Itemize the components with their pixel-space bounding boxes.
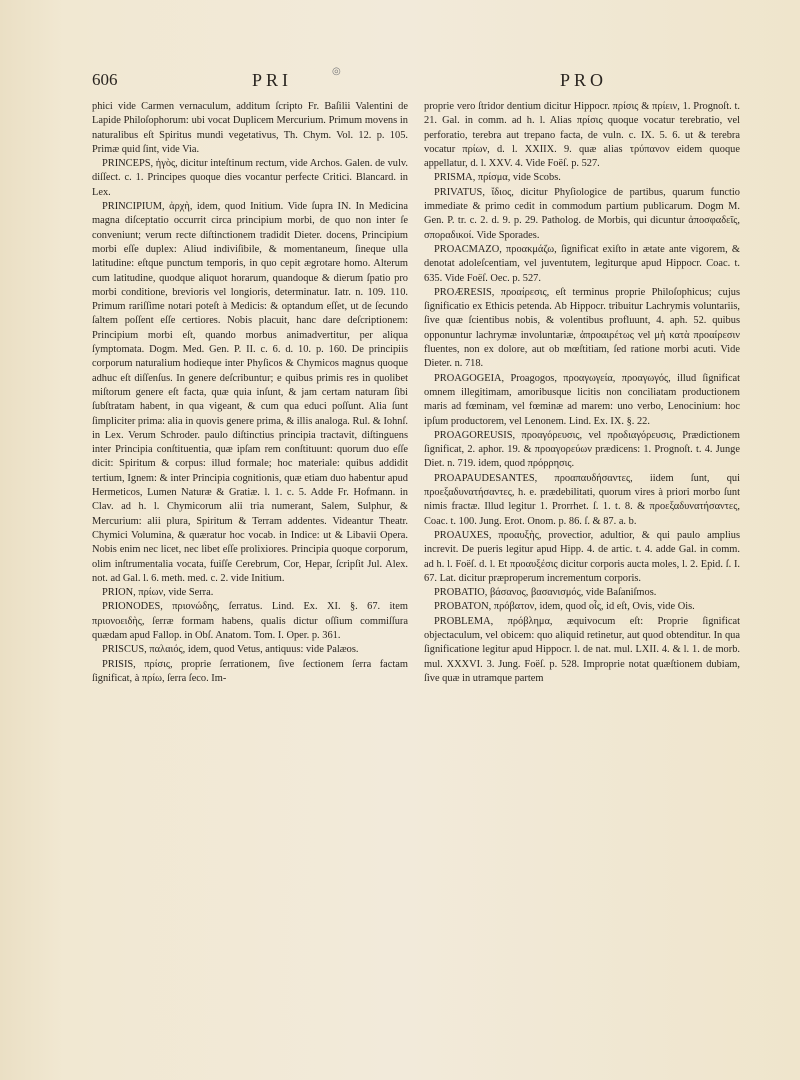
page-header (92, 66, 708, 100)
ornament-icon: ◎ (332, 66, 343, 77)
entry-paragraph: phici vide Carmen vernaculum, additum ſcripto Fr. Baſilii Valentini de Lapide Philoſophorum: ubi vocat Duplicem Mercurium. Primum movens in naturalibus eſt Spiritus mundi vegetativus, Th. Chym. Vol. 12. p. 105. Primæ quid ſint, vide Via. (92, 101, 408, 155)
right-column (424, 100, 740, 686)
entry-paragraph: PRISCUS, παλαιός, idem, quod Vetus, antiquus: vide Palæos. (102, 644, 359, 656)
running-head-left: PRI (252, 70, 293, 90)
entry-paragraph: PROAGOREUSIS, προαγόρευσις, vel προδιαγόρευσις, Prædictionem ſignificat, 2. aphor. 19. & προαγορεύων prædicens: 1. Prognoſt. t. 4. Junge Diet. n. 719. idem, quod πρόρρησις. (424, 429, 740, 470)
entry-paragraph: PROAPAUDESANTES, προαπαυδήσαντες, iidem ſunt, qui προεξαδυνατήσαντες, h. e. prædebilitati, quorum vires à priori morbo ſunt nimis fractæ. Illud legitur 1. Prorrhet. ſ. 1. t. 8. & προεξαδυνατήσαντες, Coac. t. 100. Jung. Erot. Onom. p. 86. ſ. & 87. a. b. (424, 472, 740, 527)
entry-paragraph: PRISMA, πρίσμα, vide Scobs. (434, 172, 561, 184)
entry-paragraph: PRINCIPIUM, ἀρχὴ, idem, quod Initium. Vide ſupra IN. In Medicina magna diſceptatio occurrit circa principium morbi, de quo non inter ſe conveniunt; verum recte diſtinctionem tradidit Dieter. docens, Principium morbi eſſe duplex: Aliud indiviſibile, & momentaneum, ſineque ulla latitudine: eſtque punctum temporis, in quo cepit ægrotare homo. Alterum cum latitudine, quodque aliquot horarum, quandoque & dierum ſpatio pro morbi conditione, brevioris vel longioris, determinatur. Iatr. n. 109. 110. Primum rariſſime notari poteſt à Medicis: & optandum eſſet, ut de ſecundo ſaltem poſſent eſſe certiores. Nobis placuit, hanc dare deſcriptionem: Principium morbi eſt, quando morbus animadvertitur, per aliqua ſymptomata. Dogm. Med. Gen. P. II. c. 6. d. 10. p. 160. De principiis corporum naturalium hodieque inter Phyſicos & Chymicos magnus quoque adhuc eſt diſſenſus. In genere deſcribuntur; e quibus primis res in quolibet miſtorum genere eſt facta, quæ quia inſunt, & jam certam naturam ſibi ſubſtratam habent, in qua vigeant, & cum qua educi poſſunt. Alia ſunt ſimpliciter prima: alia in quovis genere prima, & illis analoga. Rul. & Iohnſ. in Lex. Verum Schroder. paulo diſtinctius principia tractavit, diſtinguens inter Principia conſtituentia, quæ ipſam rem conſtituunt: quorum duo eſſe dicit: Spiritum & corpus: illud formale; hoc materiale: quibus addidit tertium, Ignem: & inter Principia cognitionis, quæ etiam duo habentur apud Hermeticos, Lumen Naturæ & Gratiæ. l. 1. c. 5. Adde Fr. Hofmann. in Clav. ad h. l. Chymicorum alii tria numerant, Salem, Sulphur, & Mercurium: alii plura, Spiritum & Terram addentes. Videantur Theatr. Chymici Volumina, & quæratur hoc vocab. in Indice: ut & Libavii Opera. Nobis enim nec licet, nec libet eſſe prolixiores. Principia quoque corporum, olim inſtrumentalia vocata, fuiſſe Cerebrum, Cor, Hepar, ſcripſit Jul. Alex. not. ad Gal. l. 6. meth. med. c. 2. vide Initium. (92, 201, 408, 584)
entry-paragraph: proprie vero ſtridor dentium dicitur Hippocr. πρίσις & πρίειν, 1. Prognoſt. t. 21. Gal. in comm. ad h. l. Alias πρίσις quoque vocatur terebratio, vel perforatio, terebra aut trepano facta, de vuln. c. IX. 5. 6. ut & terebra vocatur πρίων, d. l. XXIIX. 9. quæ alias τρύπανον eidem quoque appellatur, d. l. XXV. 4. Vide Foëſ. p. 527. (424, 101, 740, 170)
entry-paragraph: PROÆRESIS, προαίρεσις, eſt terminus proprie Philoſophicus; cujus ſignificatio ex Ethicis petenda. Ab Hippocr. tribuitur Lachrymis voluntariis, ſive quæ ſcientibus nobis, & volentibus profluunt, 4. aph. 52. quibus opponuntur lachrymæ involuntariæ, ἀπροαιρέτως vel μὴ κατὰ προαίρεσιν fluentes, non ex dolore, aut ob mœſtitiam, ſed ratione morbi acuti. Vide Dieter. n. 718. (424, 286, 740, 370)
entry-paragraph: PRISIS, πρίσις, proprie ſerrationem, ſive ſectionem ſerra factam ſignificat, à πρίω, ſerra ſeco. Im- (92, 658, 408, 684)
entry-paragraph: PROBLEMA, πρόβλημα, æquivocum eſt: Proprie ſignificat objectaculum, vel obicem: quo aliquid retinetur, aut quod obtenditur. In qua ſignificatione legitur apud Hippocr. l. de nat. mul. LXII. 4. & l. 1. de morb. mul. XXXVI. 3. Jung. Foëſ. p. 528. Improprie notat quæſtionem dubiam, ſive quæ in utramque partem (424, 615, 740, 684)
entry-paragraph: PRINCEPS, ἡγὸς, dicitur inteſtinum rectum, vide Archos. Galen. de vulv. diſſect. c. 1. Principes quoque dies vocantur perfecte Critici. Blancard. in Lex. (92, 158, 408, 198)
entry-paragraph: PROBATIO, βάσανος, βασανισμός, vide Baſaniſmos. (434, 587, 657, 599)
entry-paragraph: PRIONODES, πριονώδης, ſerratus. Lind. Ex. XI. §. 67. item πριονοειδὴς, ſerræ formam habens, qualis dictur oſſium commiſſura quædam apud Fallop. in Obſ. Anatom. Tom. I. Oper. p. 361. (92, 601, 408, 641)
entry-paragraph: PROBATON, πρόβατον, idem, quod οἶς, id eſt, Ovis, vide Ois. (434, 601, 695, 613)
entry-paragraph: PRIVATUS, ἴδιος, dicitur Phyſiologice de partibus, quarum functio immediate & primo cedit in commodum partium publicarum. Dogm M. Gen. P. tr. c. 2. d. 9. p. 29. Patholog. de Morbis, qui dicuntur ἀποσφαδεῖς, σποραδικοί. Vide Sporades. (424, 186, 740, 241)
entry-paragraph: PROAGOGEIA, Proagogos, προαγωγεία, προαγωγός, illud ſignificat omnem illegitimam, amoribusque licitis non conciliatam productionem maris ad fœminam, vel fœminæ ad marem: uno verbo, Lenocinium: hoc ipſum productorem, vel Lenonem. Lind. Ex. IX. §. 22. (424, 372, 740, 427)
running-head-right: PRO (560, 70, 608, 90)
entry-paragraph: PROACMAZO, προακμάζω, ſignificat exiſto in ætate ante vigorem, & denotat adoleſcentiam, vel juventutem, legiturque apud Hippocr. Coac. t. 635. Vide Foëſ. Oec. p. 527. (424, 243, 740, 284)
page-number: 606 (92, 70, 118, 89)
left-column (92, 100, 408, 686)
entry-paragraph: PRION, πρίων, vide Serra. (102, 587, 214, 599)
entry-paragraph: PROAUXES, προαυξὴς, provectior, adultior, & qui paulo amplius increvit. De pueris legitur apud Hipp. 4. de artic. t. 4. adde Gal. in comm. ad h. l. Foëſ. d. l. Et προαυξέσις dicitur corporis aucta moles, l. 2. Epid. ſ. I. 67. Lat. dicitur præproperum incrementum corporis. (424, 529, 740, 584)
